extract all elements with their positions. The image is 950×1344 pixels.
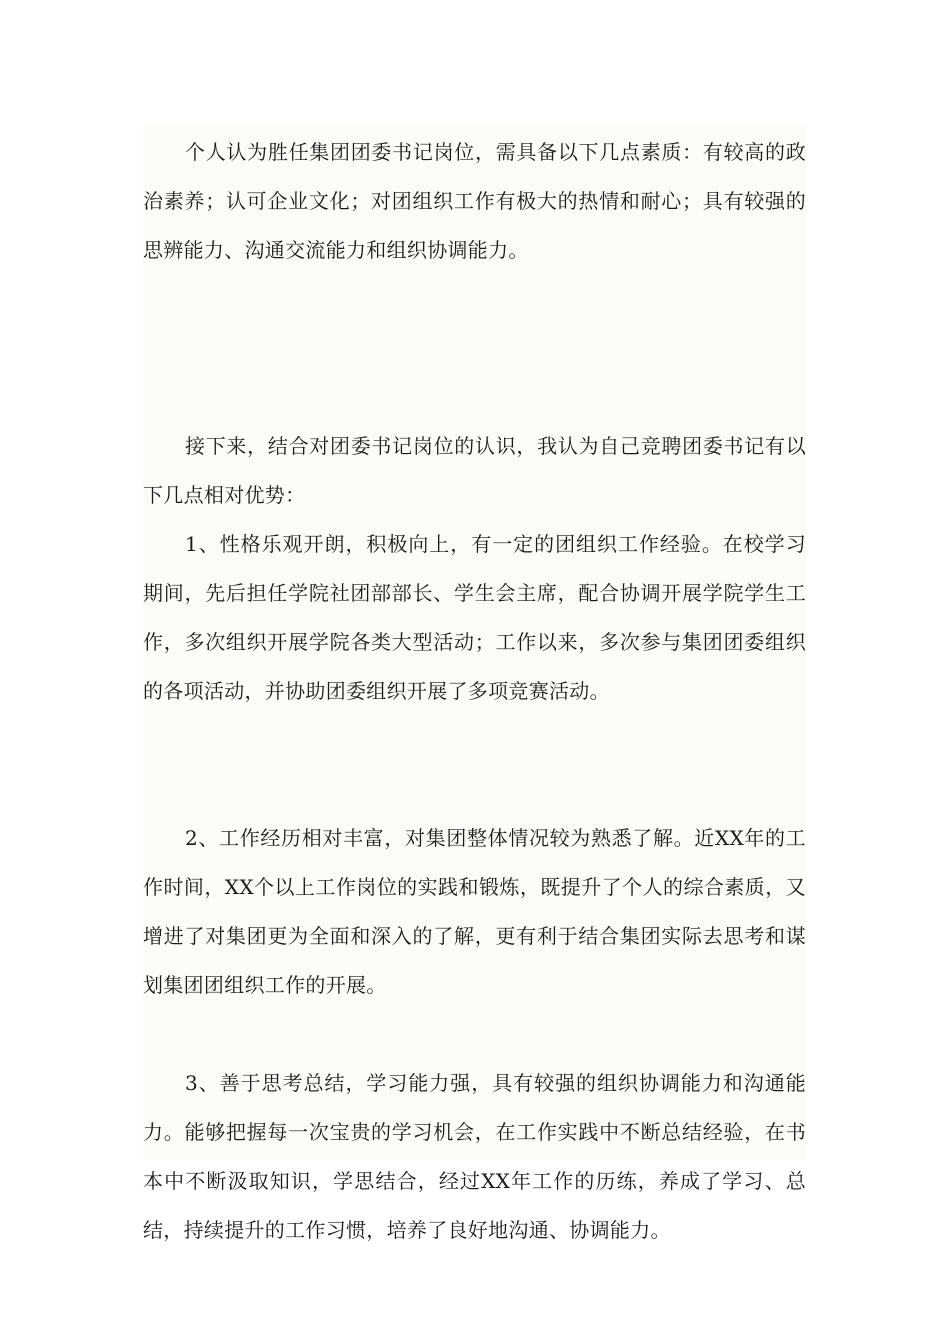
paragraph-advantage-1: 1、性格乐观开朗，积极向上，有一定的团组织工作经验。在校学习期间，先后担任学院社团部部长、学生会主席，配合协调开展学院学生工作，多次组织开展学院各类大型活动；工作以来，多次参与集团团委组织的各项活动，并协助团委组织开展了多项竞赛活动。 bbox=[143, 532, 806, 703]
paragraph-advantage-3: 3、善于思考总结，学习能力强，具有较强的组织协调能力和沟通能力。能够把握每一次宝贵的学习机会，在工作实践中不断总结经验，在书本中不断汲取知识，学思结合，经过XX年工作的历练，养成了学习、总结，持续提升的工作习惯，培养了良好地沟通、协调能力。 bbox=[143, 1071, 806, 1242]
paragraph-qualities: 个人认为胜任集团团委书记岗位，需具备以下几点素质：有较高的政治素养；认可企业文化；对团组织工作有极大的热情和耐心；具有较强的思辨能力、沟通交流能力和组织协调能力。 bbox=[143, 140, 806, 262]
paragraph-advantage-2: 2、工作经历相对丰富，对集团整体情况较为熟悉了解。近XX年的工作时间，XX个以上工作岗位的实践和锻炼，既提升了个人的综合素质，又增进了对集团更为全面和深入的了解，更有利于结合集团实际去思考和谋划集团团组织工作的开展。 bbox=[143, 826, 806, 997]
paragraph-advantages-intro: 接下来，结合对团委书记岗位的认识，我认为自己竞聘团委书记有以下几点相对优势： bbox=[143, 434, 806, 507]
document-body bbox=[143, 124, 806, 1242]
